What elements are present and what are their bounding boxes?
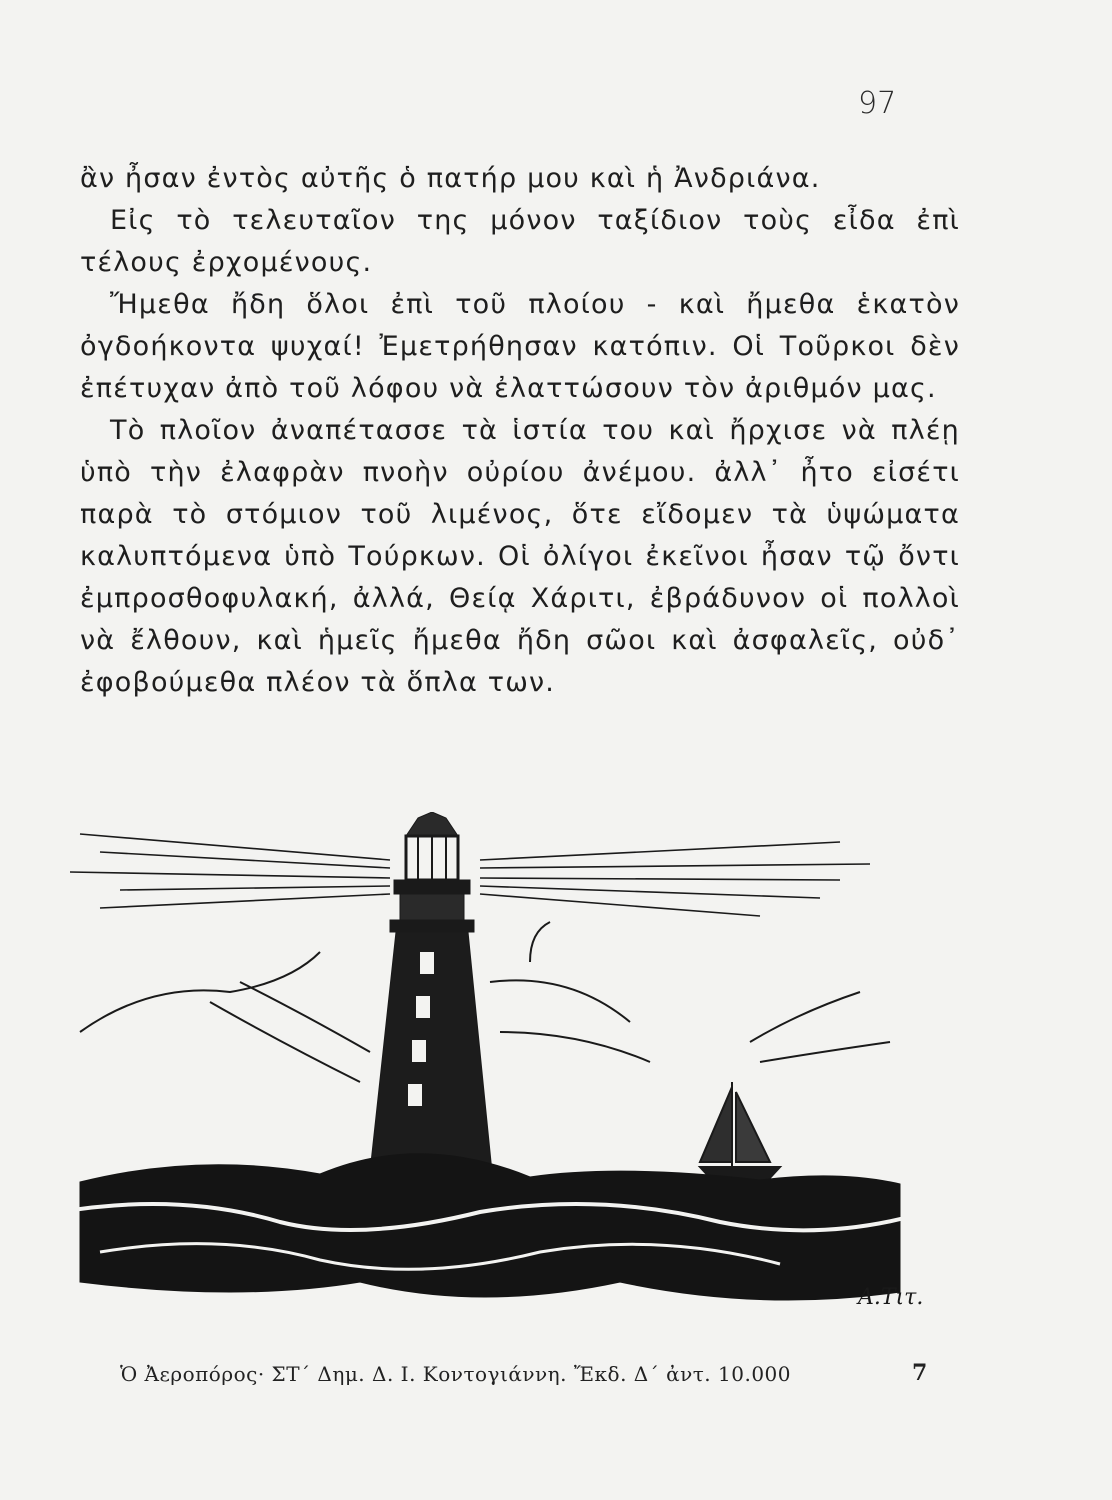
illustration-signature: Α.Τιτ. xyxy=(858,1285,924,1310)
footer-text: Ὁ Ἀεροπόρος· ΣΤ´ Δημ. Δ. Ι. Κοντογιάννη. Ἔκδ. Δ´ ἀντ. 10.000 xyxy=(120,1362,792,1386)
sailboat xyxy=(700,1082,780,1180)
paragraph-4: Τὸ πλοῖον ἀναπέτασσε τὰ ἱστία του καὶ ἤρχισε νὰ πλέῃ ὑπὸ τὴν ἐλαφρὰν πνοὴν οὐρίου ἀνέμου. ἀλλ᾽ ἦτο εἰσέτι παρὰ τὸ στόμιον τοῦ λιμένος, ὅτε εἴδομεν τὰ ὑψώματα καλυπτόμενα ὑπὸ Τούρκων. Οἱ ὀλίγοι ἐκεῖνοι ἦσαν τῷ ὄντι ἐμπροσθοφυλακή, ἀλλά, Θείᾳ Χάριτι, ἐβράδυνον οἱ πολλοὶ νὰ ἔλθουν, καὶ ἡμεῖς ἤμεθα ἤδη σῶοι καὶ ἀσφαλεῖς, οὐδ᾽ ἐφοβούμεθα πλέον τὰ ὅπλα των. xyxy=(80,415,960,698)
body-text xyxy=(80,158,960,704)
paragraph-2: Εἰς τὸ τελευταῖον της μόνον ταξίδιον τοὺς εἶδα ἐπὶ τέλους ἐρχομένους. xyxy=(80,205,960,278)
light-rays xyxy=(70,834,870,916)
waves xyxy=(60,1154,920,1300)
paragraph-3: Ἤμεθα ἤδη ὅλοι ἐπὶ τοῦ πλοίου - καὶ ἤμεθα ἑκατὸν ὀγδοήκοντα ψυχαί! Ἐμετρήθησαν κατόπιν. Οἱ Τοῦρκοι δὲν ἐπέτυχαν ἀπὸ τοῦ λόφου νὰ ἐλαττώσουν τὸν ἀριθμόν μας. xyxy=(80,289,960,404)
sheet-number: 7 xyxy=(912,1360,928,1386)
wind-streaks xyxy=(80,922,890,1082)
lighthouse-illustration xyxy=(60,812,980,1332)
page-number: 97 xyxy=(858,86,897,121)
lighthouse xyxy=(370,812,492,1172)
paragraph-1: ἂν ἦσαν ἐντὸς αὐτῆς ὁ πατήρ μου καὶ ἡ Ἀνδριάνα. xyxy=(80,163,821,194)
